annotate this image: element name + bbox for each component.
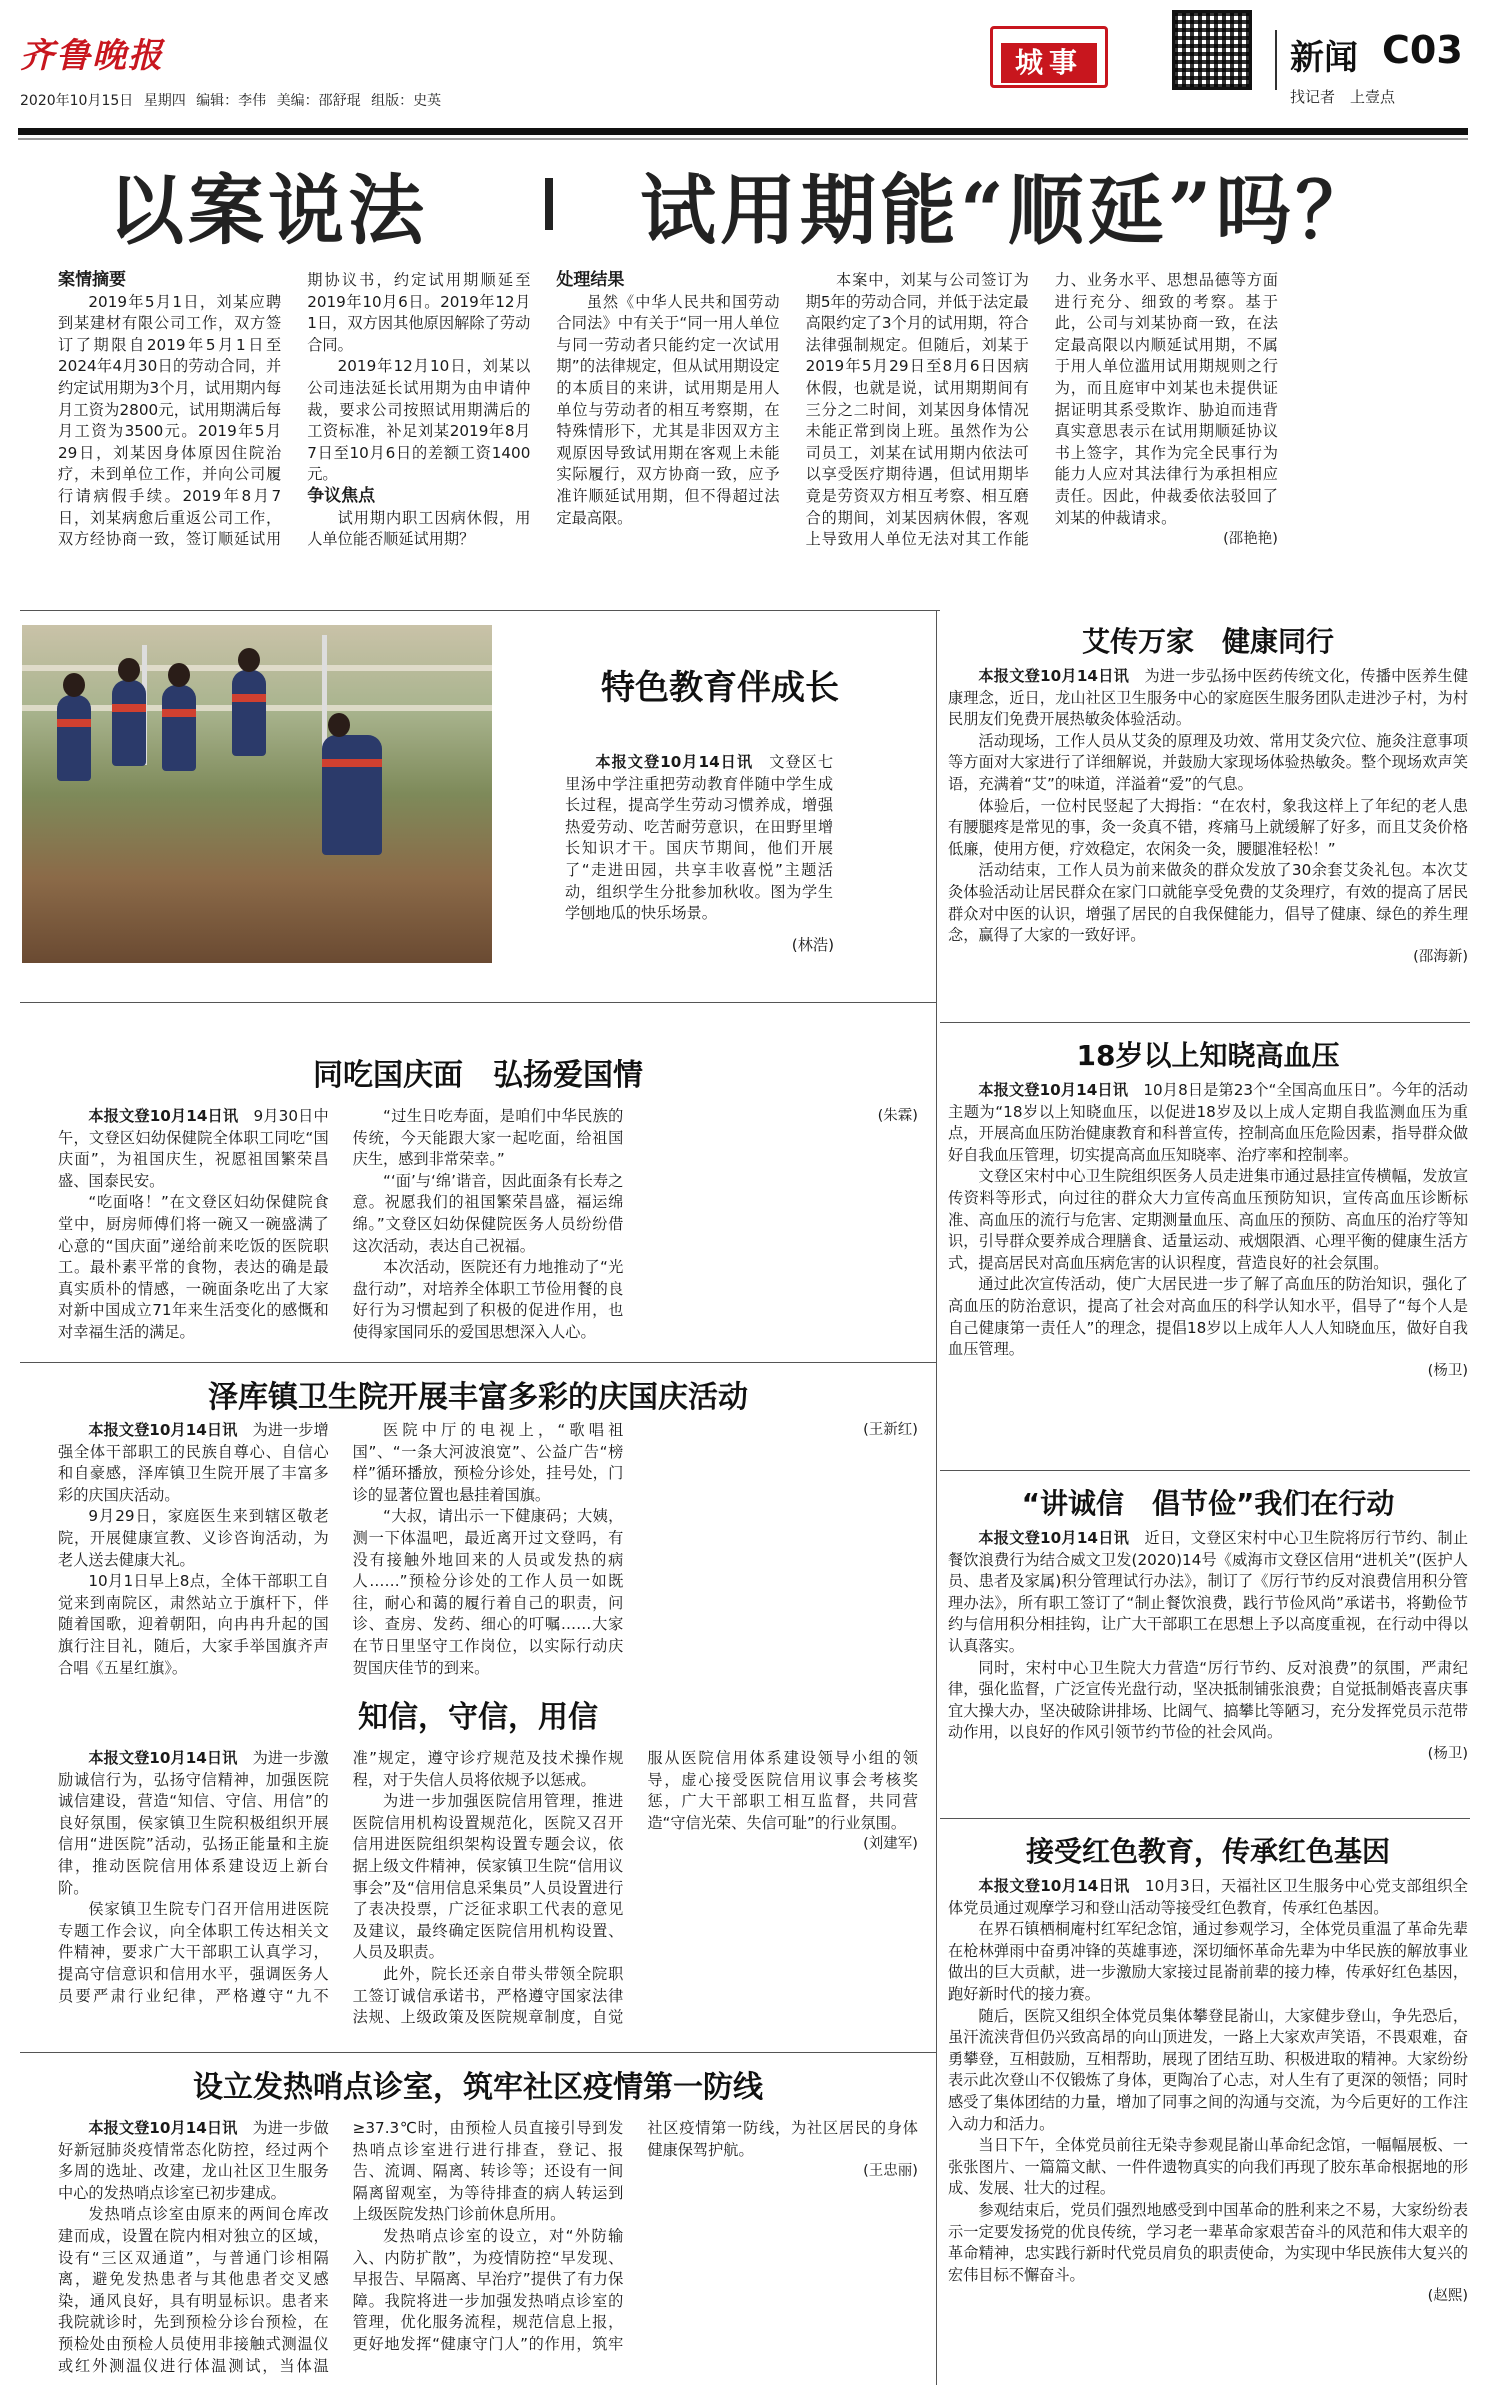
fever-title: 设立发热哨点诊室，筑牢社区疫情第一防线	[193, 2070, 763, 2105]
article-paragraph: 体验后，一位村民竖起了大拇指：“在农村，象我这样上了年纪的老人患有腰腿疼是常见的事，灸一灸真不错，疼痛马上就缓解了好多，而且艾灸价格低廉，使用方便，疗效稳定，农闲灸一灸，腰腿准轻松！”	[948, 796, 1468, 858]
byline: (王新红)	[863, 1422, 918, 1438]
zeku-title: 泽库镇卫生院开展丰富多彩的庆国庆活动	[208, 1380, 748, 1415]
byline: (朱霖)	[877, 1108, 918, 1124]
newspaper-logo: 齐鲁晚报	[20, 36, 164, 76]
column-divider	[936, 610, 937, 2385]
integrity-article	[948, 1528, 1468, 1766]
moxa-title: 艾传万家 健康同行	[1081, 625, 1334, 658]
case-dispute-heading: 争议焦点	[307, 485, 376, 506]
byline: (王忠丽)	[863, 2163, 918, 2180]
byline: (杨卫)	[1427, 1745, 1468, 1762]
headline-left: 以案说法	[108, 166, 428, 255]
byline: (刘建军)	[863, 1836, 918, 1853]
headline-separator	[545, 178, 553, 230]
divider	[20, 1002, 936, 1003]
case-paragraph: 2019年5月1日，刘某应聘到某建材有限公司工作，双方签订了期限自2019年5月1日至2024年4月30日的劳动合同，并约定试用期为3个月，试用期内每月工资为2800元，试用期满后每月工资为3500元。2019年5月29日，刘某因身体原因住院治疗，未到单位工作，并向公司履行请病假手续。2019年8月7日，刘某病愈后重返公司工作，双方经协商一致，签订顺延试用期协议书，约定试用期顺延至2019年10月6日。2019年12月1日，双方因其他原因解除了劳动合同。	[58, 271, 531, 549]
photo-story-byline-wrap	[740, 935, 834, 957]
article-paragraph: 发热哨点诊室由原来的两间仓库改建而成，设置在院内相对独立的区域，设有“三区双通道”，与普通门诊相隔离，避免发热患者与其他患者交叉感染，通风良好，具有明显标识。患者来我院就诊时，先到预检分诊台预检，在预检处由预检人员使用非接触式测温仪或红外测温仪进行体温测试，当体温≥37.3℃时，由预检人员直接引导到发热哨点诊室进行进行排查，登记、报告、流调、隔离、转诊等；还设有一间隔离留观室，为等待排查的病人转运到上级医院发热门诊前休息所用。	[58, 2119, 624, 2375]
issue-weekday: 星期四	[143, 93, 186, 109]
article-paragraph: 侯家镇卫生院专门召开信用进医院专题工作会议，向全体职工传达相关文件精神，要求广大干部职工认真学习，提高守信意识和信用水平，强调医务人员要严肃行业纪律，严格遵守“九不准”规定，遵守诊疗规范及技术操作规程，对于失信人员将依规予以惩戒。	[58, 1749, 624, 2005]
article-text: 10月3日，天福社区卫生服务中心党支部组织全体党员通过观摩学习和登山活动等接受红色教育，传承红色基因。	[948, 1877, 1468, 1917]
photo-story-caption	[565, 752, 833, 925]
divider	[20, 610, 940, 611]
article-paragraph: 9月29日，家庭医生来到辖区敬老院，开展健康宣教、义诊咨询活动，为老人送去健康大礼。	[58, 1507, 329, 1569]
case-result-heading: 处理结果	[556, 270, 625, 290]
article-paragraph: 活动现场，工作人员从艾灸的原理及功效、常用艾灸穴位、施灸注意事项等方面对大家进行了详细解说，并鼓励大家现场体验热敏灸。整个现场欢声笑语，充满着“艾”的味道，洋溢着“爱”的气息。	[948, 731, 1468, 793]
reporter-hint	[1290, 86, 1395, 107]
article-paragraph: “吃面咯！”在文登区妇幼保健院食堂中，厨房师傅们将一碗又一碗盛满了心意的“国庆面”递给前来吃饭的医院职工。最朴素平常的食物，表达的确是最真实质朴的情感，一碗面条吃出了大家对新中国成立71年来生活变化的感慨和对幸福生活的满足。	[58, 1193, 329, 1341]
article-paragraph: 10月1日早上8点，全体干部职工自觉来到南院区，肃然站立于旗杆下，伴随着国歌，迎着朝阳，向冉冉升起的国旗行注目礼，随后，大家手举国旗齐声合唱《五星红旗》。	[58, 1572, 329, 1677]
redgene-article	[948, 1876, 1468, 2308]
article-paragraph: 参观结束后，党员们强烈地感受到中国革命的胜利来之不易，大家纷纷表示一定要发扬党的优良传统，学习老一辈革命家艰苦奋斗的风范和伟大艰辛的革命精神，忠实践行新时代党员肩负的职责使命，为实现中华民族伟大复兴的宏伟目标不懈奋斗。	[948, 2200, 1468, 2284]
qr-frame	[1172, 10, 1252, 90]
header-rule	[18, 128, 1468, 135]
trust-article	[58, 1748, 918, 2048]
divider	[940, 1470, 1470, 1471]
article-paragraph: 在界石镇栖桐庵村红军纪念馆，通过参观学习，全体党员重温了革命先辈在枪林弹雨中奋勇冲锋的英雄事迹，深切缅怀革命先辈为中华民族的解放事业做出的巨大贡献，进一步激励大家接过昆嵛前辈的接力棒，传承好红色基因，跑好新时代的接力赛。	[948, 1920, 1468, 2003]
dateline: 本报文登10月14日讯	[978, 1877, 1130, 1895]
article-paragraph: 同时，宋村中心卫生院大力营造“厉行节约、反对浪费”的氛围，严肃纪律，强化监督，广泛宣传光盘行动，坚决抵制铺张浪费；自觉抵制婚丧喜庆事宜大操大办，坚决破除讲排场、比阔气、搞攀比等陋习，充分发挥党员示范带动作用，以良好的作风引领节约节俭的社会风尚。	[948, 1658, 1468, 1742]
header-rule-thin	[18, 138, 1468, 140]
moxa-article	[948, 666, 1468, 968]
section-tag-label: 城事	[1001, 43, 1097, 83]
proof-credit: 组版：史英	[371, 93, 442, 109]
article-paragraph: 文登区宋村中心卫生院组织医务人员走进集市通过悬挂宣传横幅，发放宣传资料等形式，向过往的群众大力宣传高血压预防知识，宣传高血压诊断标准、高血压的流行与危害、定期测量血压、高血压的预防、高血压的治疗等知识，引导群众要养成合理膳食、适量运动、戒烟限酒、心理平衡的健康生活方式，提高居民对高血压病危害的认识程度，营造良好的社会氛围。	[948, 1167, 1468, 1272]
article-text: 为进一步弘扬中医药传统文化，传播中医养生健康理念，近日，龙山社区卫生服务中心的家庭医生服务团队走进沙子村，为村民朋友们免费开展热敏灸体验活动。	[948, 667, 1469, 729]
photo-students-harvest	[22, 625, 492, 963]
byline: (林浩)	[791, 936, 834, 954]
article-paragraph: 活动结束，工作人员为前来做灸的群众发放了30余套艾灸礼包。本次艾灸体验活动让居民群众在家门口就能享受免费的艾灸理疗，有效的提高了居民群众对中医的认识，增强了居民的自我保健能力，倡导了健康、绿色的养生理念，赢得了大家的一致好评。	[948, 861, 1468, 945]
photo-story-title: 特色教育伴成长	[601, 668, 839, 708]
reporter-label: 找记者	[1290, 88, 1336, 106]
caption-text: 文登区七里汤中学注重把劳动教育伴随中学生成长过程，提高学生劳动习惯养成，增强热爱劳动、吃苦耐劳意识，在田野里增长知识才干。国庆节期间，他们开展了“走进田园，共享丰收喜悦”主题活动，组织学生分批参加秋收。图为学生学刨地瓜的快乐场景。	[565, 753, 834, 923]
divider	[20, 2052, 936, 2053]
case-paragraph: 试用期内职工因病休假，用人单位能否顺延试用期？	[307, 508, 531, 549]
dateline: 本报文登10月14日讯	[978, 1081, 1129, 1099]
case-paragraph: 2019年12月10日，刘某以公司违法延长试用期为由申请仲裁，要求公司按照试用期满后的工资标准，补足刘某2019年8月7日至10月6日的差额工资1400元。	[307, 357, 531, 484]
article-text: 9月30日中午，文登区妇幼保健院全体职工同吃“国庆面”，为祖国庆生，祝愿祖国繁荣昌盛、国泰民安。	[58, 1107, 329, 1190]
article-text: 近日，文登区宋村中心卫生院将厉行节约、制止餐饮浪费行为结合威文卫发(2020)14号《威海市文登区信用“进机关”(医护人员、患者及家属)积分管理试行办法》，制订了《厉行节约反对浪费信用积分管理办法》，所有职工签订了“制止餐饮浪费，践行节俭风尚”承诺书，将勤俭节约与信用积分相挂钩，让广大干部职工在思想上予以高度重视，在行动中得以认真落实。	[948, 1529, 1469, 1655]
article-paragraph: 为进一步加强医院信用管理，推进医院信用机构设置规范化，医院又召开信用进医院组织架构设置专题会议，依据上级文件精神，侯家镇卫生院“信用议事会”及“信用信息采集员”人员设置进行了表决投票，广泛征求职工代表的意见及建议，最终确定医院信用机构设置、人员及职责。	[352, 1792, 624, 1962]
article-text: 为进一步激励诚信行为，弘扬守信精神，加强医院诚信建设，营造“知信、守信、用信”的良好氛围，侯家镇卫生院积极组织开展信用“进医院”活动，弘扬正能量和主旋律，推动医院信用体系建设迈上新台阶。	[58, 1749, 329, 1897]
dateline: 本报文登10月14日讯	[88, 1107, 239, 1125]
byline: (邵艳艳)	[1223, 531, 1278, 548]
header-divider	[1275, 30, 1277, 90]
noodles-title: 同吃国庆面 弘扬爱国情	[313, 1058, 643, 1093]
dateline: 本报文登10月14日讯	[88, 2119, 238, 2137]
article-paragraph: 此外，院长还亲自带头带领全院职工签订诚信承诺书，严格遵守国家法律法规、上级政策及医院规章制度，自觉服从医院信用体系建设领导小组的领导，虚心接受医院信用议事会考核奖惩，广大干部职工相互监督，共同营造“守信光荣、失信可耻”的行业氛围。	[352, 1749, 918, 2027]
dateline: 本报文登10月14日讯	[595, 753, 754, 771]
article-paragraph: “过生日吃寿面，是咱们中华民族的传统，今天能跟大家一起吃面，给祖国庆生，感到非常荣幸。”	[352, 1107, 624, 1169]
trust-title: 知信，守信，用信	[358, 1700, 598, 1735]
divider	[940, 1022, 1470, 1023]
case-summary-heading: 案情摘要	[58, 270, 126, 290]
article-paragraph: 医院中厅的电视上，“歌唱祖国”、“一条大河波浪宽”、公益广告“榜样”循环播放，预检分诊处，挂号处，门诊的显著位置也悬挂着国旗。	[352, 1421, 624, 1504]
case-article	[58, 270, 1278, 570]
section-name: 新闻	[1290, 38, 1358, 78]
article-paragraph: “‘面’与‘绵’谐音，因此面条有长寿之意。祝愿我们的祖国繁荣昌盛，福运绵绵。”文登区妇幼保健院医务人员纷纷借这次活动，表达自己祝福。	[352, 1171, 624, 1255]
designer-credit: 美编：邵舒琨	[276, 93, 361, 109]
dateline: 本报文登10月14日讯	[88, 1749, 238, 1767]
divider	[20, 1362, 936, 1363]
noodles-article	[58, 1106, 918, 1356]
page-number: C03	[1382, 28, 1463, 72]
reporter-action: 上壹点	[1350, 88, 1396, 106]
bp-title: 18岁以上知晓高血压	[1076, 1039, 1340, 1072]
headline-right: 试用期能“顺延”吗？	[640, 166, 1376, 255]
byline: (邵海新)	[1413, 948, 1468, 965]
redgene-title: 接受红色教育，传承红色基因	[1025, 1835, 1390, 1868]
article-text: 为进一步做好新冠肺炎疫情常态化防控，经过两个多周的选址、改建，龙山社区卫生服务中心的发热哨点诊室已初步建成。	[58, 2119, 329, 2202]
article-paragraph: “大叔，请出示一下健康码；大姨，测一下体温吧，最近离开过文登吗，有没有接触外地回来的人员或发热的病人……”预检分诊处的工作人员一如既往，耐心和蔼的履行着自己的职责，问诊、查房、发药、细心的叮嘱……大家在节日里坚守工作岗位，以实际行动庆贺国庆佳节的到来。	[352, 1507, 624, 1677]
integrity-title: “讲诚信 倡节俭”我们在行动	[1021, 1487, 1395, 1520]
case-paragraph: 虽然《中华人民共和国劳动合同法》中有关于“同一用人单位与同一劳动者只能约定一次试用期”的法律规定，但从试用期设定的本质目的来讲，试用期是用人单位与劳动者的相互考察期，在特殊情形下，尤其是非因双方主观原因导致试用期在客观上未能实际履行，双方协商一致，应予准许顺延试用期，但不得超过法定最高限。	[556, 292, 780, 527]
fever-article	[58, 2118, 918, 2388]
article-paragraph: 随后，医院又组织全体党员集体攀登昆嵛山，大家健步登山，争先恐后，虽汗流浃背但仍兴致高昂的向山顶进发，一路上大家欢声笑语，不畏艰难，奋勇攀登，互相鼓励，互相帮助，展现了团结互助、积极进取的精神。大家纷纷表示此次登山不仅锻炼了身体，更陶冶了心志，对人生有了更深的领悟；同时感受了集体团结的力量，增加了同事之间的沟通与交流，为今后更好的工作注入动力和活力。	[948, 2006, 1468, 2133]
bp-article	[948, 1080, 1468, 1382]
article-paragraph: 本次活动，医院还有力地推动了“光盘行动”，对培养全体职工节俭用餐的良好行为习惯起到了积极的促进作用，也使得家国同乐的爱国思想深入人心。	[352, 1258, 624, 1341]
zeku-article	[58, 1420, 918, 1682]
byline: (赵熙)	[1427, 2288, 1468, 2305]
article-paragraph: 发热哨点诊室的设立，对“外防输入、内防扩散”，为疫情防控“早发现、早报告、早隔离、早治疗”提供了有力保障。我院将进一步加强发热哨点诊室的管理，优化服务流程，规范信息上报，更好地发挥“健康守门人”的作用，筑牢社区疫情第一防线，为社区居民的身体健康保驾护航。	[352, 2119, 918, 2353]
section-tag	[990, 26, 1108, 88]
article-text: 为进一步增强全体干部职工的民族自尊心、自信心和自豪感，泽库镇卫生院开展了丰富多彩的庆国庆活动。	[58, 1421, 329, 1504]
editor-credit: 编辑：李伟	[196, 93, 267, 109]
article-paragraph: 通过此次宣传活动，使广大居民进一步了解了高血压的防治知识，强化了高血压的防治意识，提高了社会对高血压的科学认知水平，倡导了“每个人是自己健康第一责任人”的理念，提倡18岁以上成年人人人知晓血压，做好自我血压管理。	[948, 1275, 1468, 1359]
dateline: 本报文登10月14日讯	[88, 1421, 238, 1439]
case-paragraph: 本案中，刘某与公司签订为期5年的劳动合同，并低于法定最高限约定了3个月的试用期，符合法律强制规定。但随后，刘某于2019年5月29日至8月6日因病休假，也就是说，试用期期间有三分之二时间，刘某因身体情况未能正常到岗上班。虽然作为公司员工，刘某在试用期内依法可以享受医疗期待遇，但试用期毕竟是劳资双方相互考察、相互磨合的期间，刘某因病休假，客观上导致用人单位无法对其工作能力、业务水平、思想品德等方面进行充分、细致的考察。基于此，公司与刘某协商一致，在法定最高限以内顺延试用期，不属于用人单位滥用试用期规则之行为，而且庭审中刘某也未提供证据证明其系受欺诈、胁迫而违背真实意思表示在试用期顺延协议书上签字，其作为完全民事行为能力人应对其法律行为承担相应责任。因此，仲裁委依法驳回了刘某的仲裁请求。	[805, 271, 1278, 549]
dateline: 本报文登10月14日讯	[978, 1529, 1130, 1547]
divider	[940, 1818, 1470, 1819]
issue-meta	[20, 90, 441, 110]
byline: (杨卫)	[1427, 1362, 1468, 1379]
article-text: 10月8日是第23个“全国高血压日”。今年的活动主题为“18岁以上知晓血压，以促进18岁及以上成人定期自我监测血压为重点，开展高血压防治健康教育和科普宣传，控制高血压危险因素，指导群众做好自我血压管理，切实提高高血压知晓率、治疗率和控制率。	[948, 1081, 1468, 1164]
issue-date: 2020年10月15日	[20, 93, 134, 109]
dateline: 本报文登10月14日讯	[978, 667, 1130, 685]
article-paragraph: 当日下午，全体党员前往无染寺参观昆嵛山革命纪念馆，一幅幅展板、一张张图片、一篇篇文献、一件件遗物真实的向我们再现了胶东革命根据地的形成、发展、壮大的过程。	[948, 2136, 1468, 2198]
